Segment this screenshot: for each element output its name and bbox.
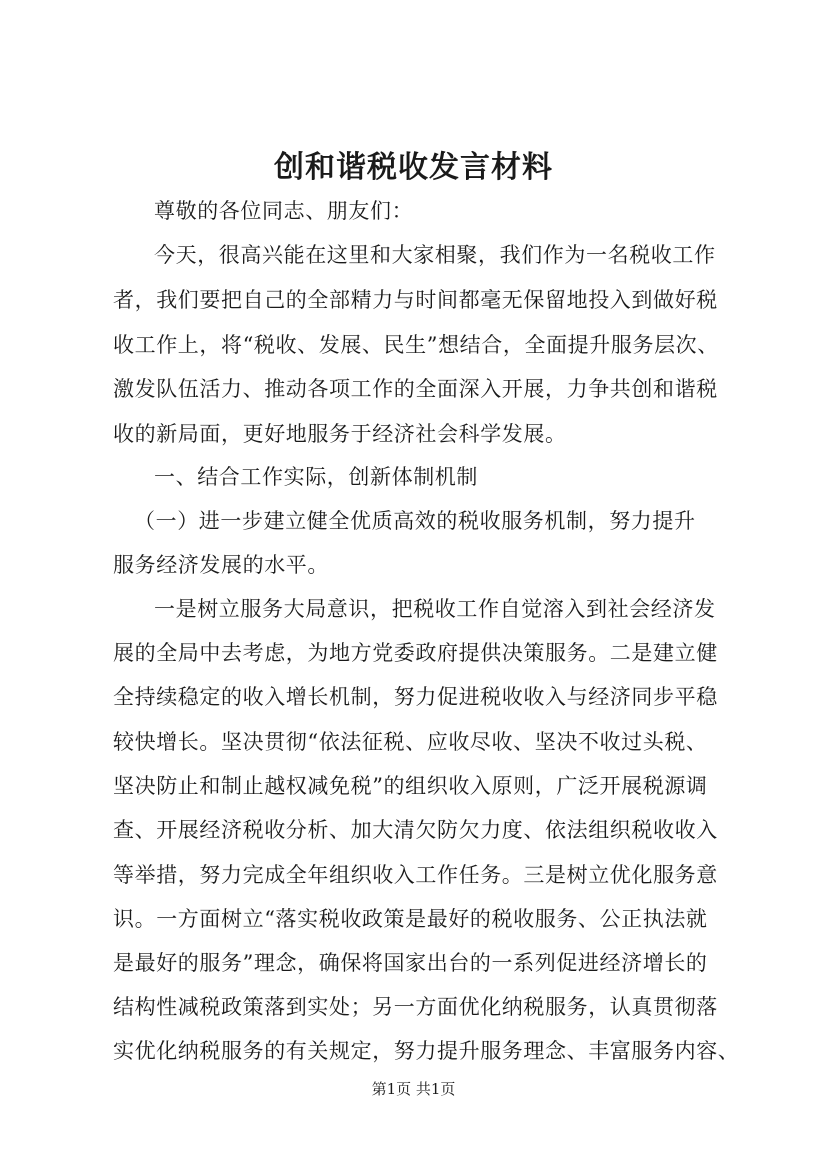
paragraph-line: 等举措，努力完成全年组织收入工作任务。三是树立优化服务意 [113, 863, 718, 887]
paragraph-line: 者，我们要把自己的全部精力与时间都毫无保留地投入到做好税 [113, 288, 718, 312]
paragraph-line: 坚决防止和制止越权减免税”的组织收入原则，广泛开展税源调 [113, 774, 708, 798]
paragraph-line: 一是树立服务大局意识，把税收工作自觉溶入到社会经济发 [154, 597, 716, 621]
subsection-heading: （一）进一步建立健全优质高效的税收服务机制，努力提升 [134, 509, 696, 533]
paragraph-line: 是最好的服务”理念，确保将国家出台的一系列促进经济增长的 [113, 951, 708, 975]
document-title: 创和谐税收发言材料 [274, 150, 553, 185]
page-number: 第1页 共1页 [371, 1080, 456, 1098]
paragraph-line: 展的全局中去考虑，为地方党委政府提供决策服务。二是建立健 [113, 641, 718, 665]
paragraph-line: 激发队伍活力、推动各项工作的全面深入开展，力争共创和谐税 [113, 377, 718, 401]
paragraph-line: 全持续稳定的收入增长机制，努力促进税收收入与经济同步平稳 [113, 685, 718, 709]
paragraph-line: 较快增长。坚决贯彻“依法征税、应收尽收、坚决不收过头税、 [113, 730, 708, 754]
salutation: 尊敬的各位同志、朋友们： [154, 199, 414, 223]
paragraph-line: 收工作上，将“税收、发展、民生”想结合，全面提升服务层次、 [113, 333, 719, 357]
paragraph-line: 识。一方面树立“落实税收政策是最好的税收服务、公正执法就 [113, 907, 708, 931]
paragraph-line: 实优化纳税服务的有关规定，努力提升服务理念、丰富服务内容、 [113, 1039, 740, 1063]
paragraph-line: 查、开展经济税收分析、加大清欠防欠力度、依法组织税收收入 [113, 818, 718, 842]
section-heading: 一、结合工作实际，创新体制机制 [154, 465, 478, 489]
paragraph-line: 结构性减税政策落到实处；另一方面优化纳税服务，认真贯彻落 [113, 995, 718, 1019]
paragraph-line: 收的新局面，更好地服务于经济社会科学发展。 [113, 422, 567, 446]
subsection-heading-cont: 服务经济发展的水平。 [113, 553, 329, 577]
paragraph-line: 今天，很高兴能在这里和大家相聚，我们作为一名税收工作 [154, 243, 716, 267]
